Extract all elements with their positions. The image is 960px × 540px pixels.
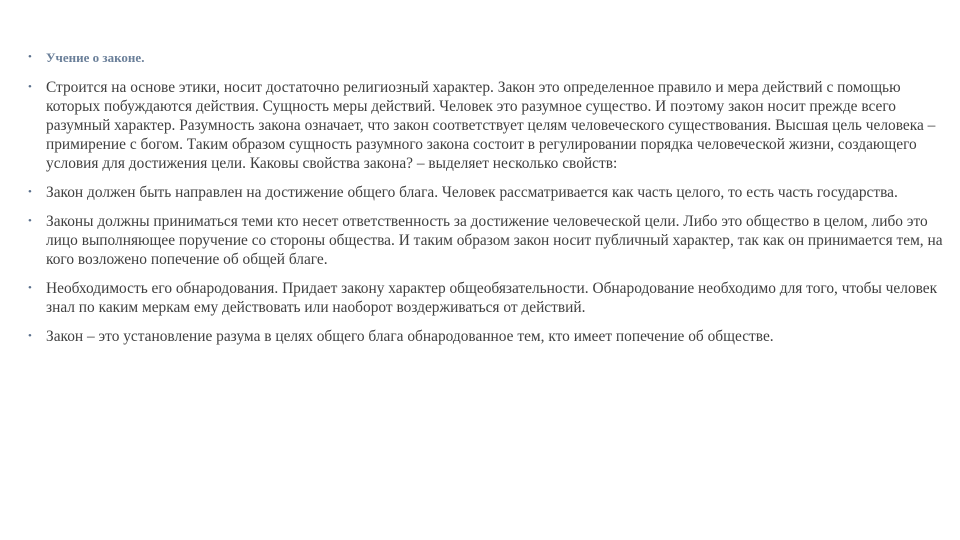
bullet-icon: •: [28, 81, 32, 93]
paragraph-text: Закон должен быть направлен на достижение общего блага. Человек рассматривается как часть целого, то есть часть государства.: [46, 184, 898, 201]
list-item: [28, 183, 943, 202]
paragraph-text: Необходимость его обнародования. Придает закону характер общеобязательности. Обнародование необходимо для того, чтобы человек знал по каким меркам ему действовать или наоборот воздерживаться от действий.: [46, 280, 938, 316]
bullet-icon: •: [28, 282, 32, 294]
bullet-list: [28, 48, 943, 356]
heading-item: [28, 48, 943, 67]
paragraph-text: Закон – это установление разума в целях общего блага обнародованное тем, кто имеет попечение об обществе.: [46, 328, 774, 345]
paragraph-text: Строится на основе этики, носит достаточно религиозный характер. Закон это определенное правило и мера действий с помощью которых побуждаются действия. Сущность меры действий. Человек это разумное существо. И поэтому закон носит прежде всего разумный характер. Разумность закона означает, что закон соответствует целям человеческого существования. Высшая цель человека – примирение с богом. Таким образом сущность разумного закона состоит в регулировании порядка человеческой жизни, создающего условия для достижения цели. Каковы свойства закона? – выделяет несколько свойств:: [46, 79, 936, 172]
list-item: [28, 212, 943, 269]
list-item: [28, 279, 943, 317]
list-item: [28, 327, 943, 346]
paragraph-text: Законы должны приниматься теми кто несет ответственность за достижение человеческой цели. Либо это общество в целом, либо это лицо выполняющее поручение со стороны общества. И таким образом закон носит публичный характер, так как он принимается тем, на кого возложено попечение об общей благе.: [46, 213, 943, 268]
bullet-icon: •: [28, 51, 32, 63]
bullet-icon: •: [28, 330, 32, 342]
bullet-icon: •: [28, 186, 32, 198]
bullet-icon: •: [28, 215, 32, 227]
list-item: [28, 78, 943, 173]
slide-heading: Учение о законе.: [46, 50, 145, 65]
